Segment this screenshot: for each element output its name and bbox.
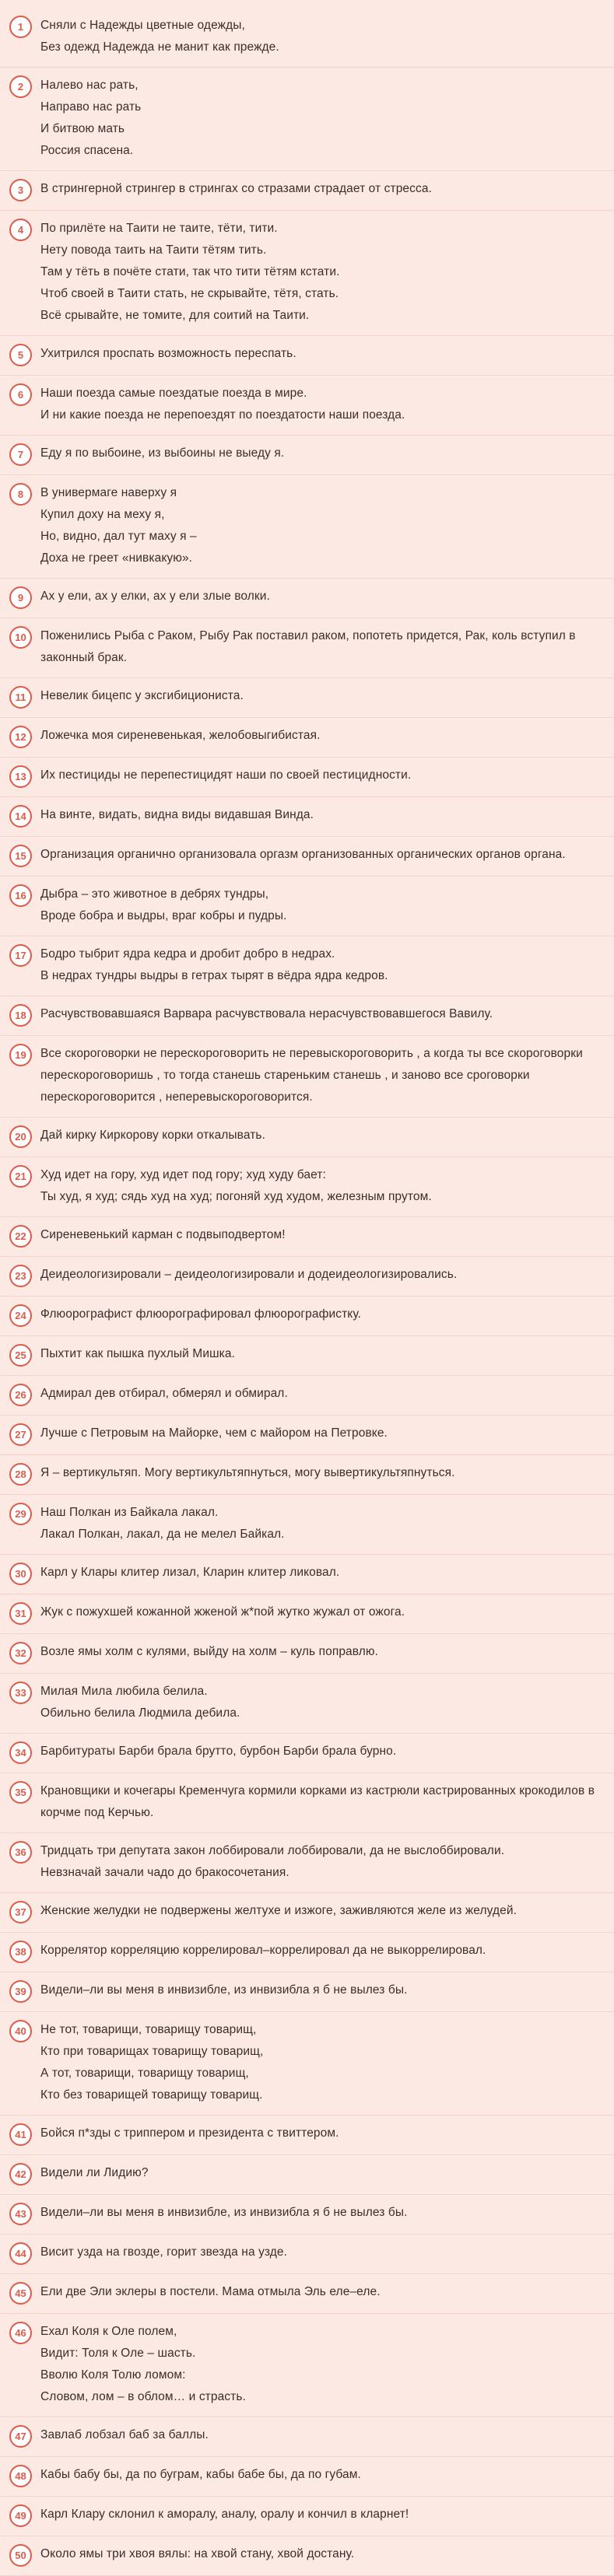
item-number-badge: 10 [9, 626, 32, 649]
item-text [40, 2424, 608, 2446]
item-number-badge: 6 [9, 383, 32, 406]
item-text-line: Ехал Коля к Оле полем, [40, 2325, 177, 2338]
item-number-badge: 14 [9, 805, 32, 828]
item-text [40, 2321, 608, 2408]
item-text-line: Ложечка моя сиреневенькая, желобовыгибистая. [40, 729, 321, 742]
item-text [40, 15, 608, 58]
list-item [0, 1674, 614, 1734]
item-text-line: Милая Мила любила белила. [40, 1685, 208, 1698]
item-number-badge: 47 [9, 2425, 32, 2448]
list-item [0, 8, 614, 68]
item-text [40, 1562, 608, 1584]
item-text [40, 1264, 608, 1286]
item-text-line: Деидеологизировали – деидеологизировали и додеидеологизировались. [40, 1268, 458, 1281]
item-number-badge: 30 [9, 1563, 32, 1585]
item-text-line: Бодро тыбрит ядра кедра и дробит добро в недрах. [40, 947, 335, 961]
item-text [40, 383, 608, 426]
item-text [40, 844, 608, 866]
item-text [40, 943, 608, 987]
item-number-badge: 19 [9, 1044, 32, 1066]
item-text-line: Бойся п*зды с триппером и президента с твиттером. [40, 2126, 339, 2140]
list-item [0, 1376, 614, 1416]
item-number-badge: 9 [9, 586, 32, 609]
item-text [40, 1601, 608, 1623]
item-text [40, 482, 608, 569]
list-item [0, 475, 614, 579]
list-item [0, 1297, 614, 1336]
item-number-badge: 32 [9, 1642, 32, 1664]
list-item [0, 1893, 614, 1933]
list-item [0, 2274, 614, 2314]
item-number-badge: 42 [9, 2163, 32, 2186]
list-item [0, 1217, 614, 1257]
item-text [40, 1940, 608, 1962]
item-text-line: Лучше с Петровым на Майорке, чем с майором на Петровке. [40, 1426, 388, 1440]
item-number-badge: 8 [9, 483, 32, 506]
item-text-line: Около ямы три хвоя вялы: на хвой стану, хвой достану. [40, 2547, 355, 2560]
item-text-line: Худ идет на гору, худ идет под гору; худ худу бает: [40, 1168, 326, 1181]
item-text-line: Дай кирку Киркорову корки откалывать. [40, 1129, 265, 1142]
item-number-badge: 23 [9, 1265, 32, 1287]
item-number-badge: 29 [9, 1503, 32, 1525]
list-item [0, 678, 614, 718]
item-text [40, 1043, 608, 1108]
item-text-line: Всё срывайте, не томите, для соитий на Таити. [40, 309, 310, 322]
item-text-line: В недрах тундры выдры в гетрах тырят в вёдра ядра кедров. [40, 969, 388, 982]
list-item [0, 2536, 614, 2576]
item-text [40, 1423, 608, 1444]
item-text [40, 2543, 608, 2565]
list-item [0, 1594, 614, 1634]
item-text [40, 1003, 608, 1025]
item-text [40, 1343, 608, 1365]
item-number-badge: 41 [9, 2123, 32, 2146]
list-item [0, 1036, 614, 1118]
item-text [40, 1900, 608, 1922]
item-number-badge: 37 [9, 1901, 32, 1923]
list-item [0, 211, 614, 336]
item-text [40, 75, 608, 162]
item-text-line: И битвою мать [40, 122, 125, 135]
item-text-line: Я – вертикультяп. Могу вертикультяпнуться, могу вывертикультяпнуться. [40, 1466, 455, 1479]
list-item [0, 68, 614, 171]
item-text-line: Россия спасена. [40, 144, 134, 157]
item-text-line: Видели–ли вы меня в инвизибле, из инвизибла я б не вылез бы. [40, 2206, 408, 2219]
item-number-badge: 25 [9, 1344, 32, 1367]
item-number-badge: 26 [9, 1384, 32, 1406]
list-item [0, 837, 614, 877]
list-item [0, 2417, 614, 2457]
item-text [40, 1840, 608, 1884]
list-item [0, 436, 614, 475]
item-number-badge: 35 [9, 1781, 32, 1804]
list-item [0, 2155, 614, 2195]
item-text [40, 2202, 608, 2224]
list-item [0, 996, 614, 1036]
item-text [40, 1125, 608, 1146]
item-text-line: Флюорографист флюорографировал флюорографистку. [40, 1307, 362, 1321]
item-text-line: Доха не греет «нивкакую». [40, 551, 193, 565]
item-number-badge: 36 [9, 1841, 32, 1864]
list-item [0, 171, 614, 211]
list-item [0, 718, 614, 758]
list-item [0, 2195, 614, 2235]
list-item [0, 1118, 614, 1157]
item-number-badge: 50 [9, 2544, 32, 2567]
item-text-line: Возле ямы холм с кулями, выйду на холм – куль поправлю. [40, 1645, 379, 1658]
item-text [40, 884, 608, 927]
item-text-line: Завлаб лобзал баб за баллы. [40, 2428, 209, 2441]
item-number-badge: 40 [9, 2020, 32, 2042]
item-text-line: Вволю Коля Толю ломом: [40, 2368, 186, 2382]
item-text-line: Расчувствовавшаяся Варвара расчувствовала нерасчувствовавшегося Вавилу. [40, 1007, 493, 1020]
item-text [40, 725, 608, 747]
list-item [0, 1416, 614, 1455]
item-text-line: Кто при товарищах товарищу товарищ, [40, 2045, 264, 2058]
item-text [40, 1383, 608, 1405]
item-text-line: Налево нас рать, [40, 79, 139, 92]
item-text-line: Их пестициды не перепестицидят наши по своей пестицидности. [40, 768, 412, 782]
list-item [0, 1555, 614, 1594]
item-number-badge: 13 [9, 765, 32, 788]
item-number-badge: 1 [9, 16, 32, 38]
item-number-badge: 16 [9, 884, 32, 907]
item-text-line: Словом, лом – в облом… и страсть. [40, 2390, 246, 2403]
item-text [40, 625, 608, 669]
item-number-badge: 22 [9, 1225, 32, 1248]
list-item [0, 877, 614, 936]
item-text [40, 1164, 608, 1208]
item-text [40, 1224, 608, 1246]
item-number-badge: 7 [9, 443, 32, 466]
item-text [40, 1979, 608, 2001]
item-text-line: Дыбра – это животное в дебрях тундры, [40, 887, 269, 901]
list-item [0, 936, 614, 996]
item-text-line: Без одежд Надежда не манит как прежде. [40, 40, 279, 54]
item-text-line: Ели две Эли эклеры в постели. Мама отмыла Эль еле–еле. [40, 2285, 381, 2298]
list-item [0, 2457, 614, 2497]
item-text [40, 804, 608, 826]
item-text-line: Кто без товарищей товарищу товарищ. [40, 2088, 263, 2102]
item-text-line: Видели ли Лидию? [40, 2166, 149, 2179]
item-number-badge: 38 [9, 1941, 32, 1963]
list-item [0, 2116, 614, 2155]
list-item [0, 1634, 614, 1674]
list-item [0, 797, 614, 837]
item-text-line: Сиреневенький карман с подвыподвертом! [40, 1228, 286, 1241]
list-item [0, 618, 614, 678]
item-number-badge: 28 [9, 1463, 32, 1486]
item-text [40, 1681, 608, 1724]
item-number-badge: 12 [9, 726, 32, 748]
item-text [40, 685, 608, 707]
item-number-badge: 45 [9, 2282, 32, 2305]
item-number-badge: 15 [9, 845, 32, 867]
item-number-badge: 17 [9, 944, 32, 967]
item-number-badge: 34 [9, 1741, 32, 1764]
item-text [40, 1741, 608, 1762]
list-item [0, 2314, 614, 2417]
item-text-line: В универмаге наверху я [40, 486, 177, 499]
item-text-line: Карл у Клары клитер лизал, Кларин клитер ликовал. [40, 1566, 340, 1579]
item-text-line: Ах у ели, ах у елки, ах у ели злые волки. [40, 590, 270, 603]
item-text-line: Кабы бабу бы, да по буграм, кабы бабе бы, да по губам. [40, 2468, 361, 2481]
item-text-line: В стрингерной стрингер в стрингах со стразами страдает от стресса. [40, 182, 432, 195]
item-text-line: По прилёте на Таити не таите, тёти, тити. [40, 222, 278, 235]
item-number-badge: 21 [9, 1165, 32, 1188]
item-text [40, 2019, 608, 2106]
list-item [0, 1455, 614, 1495]
item-number-badge: 27 [9, 1423, 32, 1446]
item-text-line: Невзначай зачали чадо до бракосочетания. [40, 1866, 289, 1879]
item-text [40, 2162, 608, 2184]
item-number-badge: 2 [9, 75, 32, 98]
item-text-line: Ухитрился проспать возможность переспать. [40, 347, 296, 360]
item-text-line: Организация органично организовала оргазм организованных органических органов органа. [40, 848, 566, 861]
item-text-line: Коррелятор корреляцию коррелировал–коррелировал да не выкоррелировал. [40, 1944, 486, 1957]
list-item [0, 336, 614, 376]
item-text [40, 586, 608, 607]
list-item [0, 1833, 614, 1893]
item-number-badge: 5 [9, 344, 32, 366]
item-text-line: Направо нас рать [40, 100, 142, 114]
item-text [40, 2242, 608, 2263]
item-text [40, 1462, 608, 1484]
item-text-line: Видит: Толя к Оле – шасть. [40, 2347, 196, 2360]
item-text-line: Карл Клару склонил к аморалу, аналу, оралу и кончил в кларнет! [40, 2508, 409, 2521]
item-text-line: Видели–ли вы меня в инвизибле, из инвизибла я б не вылез бы. [40, 1983, 408, 1997]
list-item [0, 1157, 614, 1217]
item-text-line: Висит узда на гвозде, горит звезда на узде. [40, 2245, 288, 2259]
item-text-line: Сняли с Надежды цветные одежды, [40, 19, 245, 32]
item-text [40, 218, 608, 327]
item-text-line: Невелик бицепс у эксгибициониста. [40, 689, 244, 702]
list-item [0, 1495, 614, 1555]
item-number-badge: 44 [9, 2242, 32, 2265]
item-text-line: Барбитураты Барби брала брутто, бурбон Барби брала бурно. [40, 1745, 397, 1758]
list-item [0, 376, 614, 436]
item-text-line: Наш Полкан из Байкала лакал. [40, 1506, 219, 1519]
item-text-line: Ты худ, я худ; сядь худ на худ; погоняй худ худом, железным прутом. [40, 1190, 432, 1203]
item-text [40, 2464, 608, 2486]
list-item [0, 2235, 614, 2274]
item-text-line: Все скороговорки не перескороговорить не перевыскороговорить , а когда ты все скороговорки перескороговоришь , то тогда станешь стареньким станешь , и заново все сроговорки перескороговорится , неперевыскороговорится. [40, 1047, 583, 1104]
item-text [40, 443, 608, 464]
item-text-line: Адмирал дев отбирал, обмерял и обмирал. [40, 1387, 288, 1400]
item-text-line: Поженились Рыба с Раком, Рыбу Рак поставил раком, попотеть придется, Рак, коль вступил в законный брак. [40, 629, 576, 664]
list-item [0, 579, 614, 618]
item-number-badge: 43 [9, 2203, 32, 2225]
item-text-line: Крановщики и кочегары Кременчуга кормили корками из кастрюли кастрированных крокодилов в корчме под Керчью. [40, 1784, 595, 1819]
item-text-line: Жук с пожухшей кожанной жженой ж*пой жутко жужал от ожога. [40, 1605, 405, 1619]
list-item [0, 1734, 614, 1773]
item-number-badge: 49 [9, 2504, 32, 2527]
item-text-line: Чтоб своей в Таити стать, не скрывайте, тётя, стать. [40, 287, 339, 300]
item-number-badge: 18 [9, 1004, 32, 1027]
list-item [0, 1336, 614, 1376]
list-item [0, 2012, 614, 2116]
item-text-line: На винте, видать, видна виды видавшая Винда. [40, 808, 314, 821]
item-number-badge: 48 [9, 2465, 32, 2487]
item-text [40, 1304, 608, 1325]
item-text-line: Лакал Полкан, лакал, да не мелел Байкал. [40, 1528, 285, 1541]
item-text [40, 1641, 608, 1663]
item-text [40, 2281, 608, 2303]
item-text-line: Обильно белила Людмила дебила. [40, 1706, 240, 1720]
item-text-line: Вроде бобра и выдры, враг кобры и пудры. [40, 909, 287, 922]
item-number-badge: 46 [9, 2322, 32, 2344]
item-number-badge: 3 [9, 179, 32, 201]
item-text-line: Женские желудки не подвержены желтухе и изжоге, заживляются желе из желудей. [40, 1904, 518, 1917]
item-number-badge: 39 [9, 1980, 32, 2003]
item-text-line: Там у тёть в почёте стати, так что тити тётям кстати. [40, 265, 340, 278]
item-number-badge: 24 [9, 1304, 32, 1327]
item-text-line: Нету повода таить на Таити тётям тить. [40, 243, 267, 257]
item-number-badge: 11 [9, 686, 32, 709]
item-text [40, 343, 608, 365]
item-text-line: Еду я по выбоине, из выбоины не выеду я. [40, 446, 285, 460]
item-text [40, 765, 608, 786]
item-text [40, 178, 608, 200]
item-text [40, 1780, 608, 1824]
item-text-line: Но, видно, дал тут маху я – [40, 530, 197, 543]
item-number-badge: 33 [9, 1682, 32, 1704]
item-text-line: Не тот, товарищи, товарищу товарищ, [40, 2023, 257, 2036]
item-text-line: Тридцать три депутата закон лоббировали лоббировали, да не выслоббировали. [40, 1844, 505, 1857]
list-item [0, 1773, 614, 1833]
item-text-line: Наши поезда самые поездатые поезда в мире. [40, 387, 307, 400]
tongue-twister-list [0, 8, 614, 2576]
item-text-line: А тот, товарищи, товарищу товарищ, [40, 2067, 249, 2080]
item-number-badge: 4 [9, 219, 32, 241]
list-item [0, 1257, 614, 1297]
item-text [40, 2504, 608, 2525]
item-text-line: Пыхтит как пышка пухлый Мишка. [40, 1347, 235, 1360]
item-number-badge: 31 [9, 1602, 32, 1625]
item-text [40, 1502, 608, 1545]
item-number-badge: 20 [9, 1125, 32, 1148]
item-text-line: И ни какие поезда не перепоездят по поездатости наши поезда. [40, 408, 405, 422]
list-item [0, 758, 614, 797]
list-item [0, 1933, 614, 1972]
list-item [0, 1972, 614, 2012]
item-text-line: Купил доху на меху я, [40, 508, 165, 521]
item-text [40, 2123, 608, 2144]
list-item [0, 2497, 614, 2536]
